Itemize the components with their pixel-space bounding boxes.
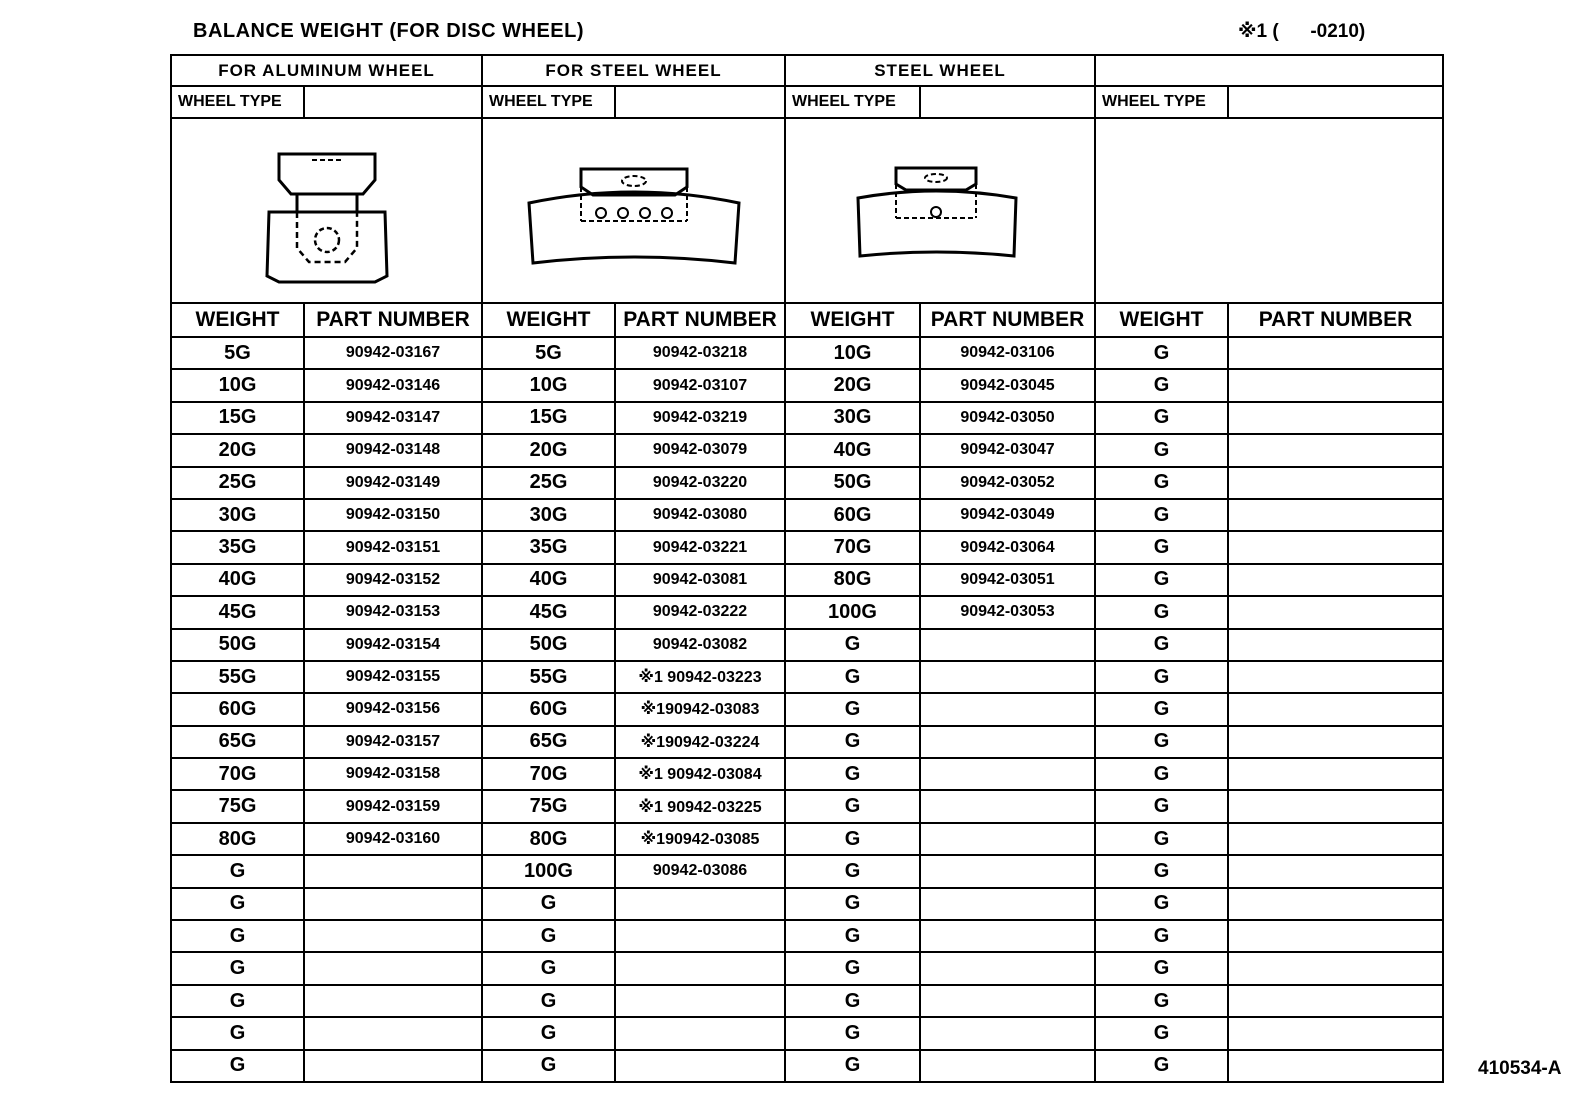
part-number-cell: 90942-03106 — [920, 337, 1095, 369]
part-number-cell: 90942-03107 — [615, 369, 785, 401]
wheel-type-row — [171, 86, 1443, 118]
part-number-cell: 90942-03159 — [304, 790, 482, 822]
table-row — [171, 758, 1443, 790]
weight-cell: 30G — [482, 499, 615, 531]
part-number-cell — [1228, 531, 1443, 563]
weight-cell: G — [482, 1017, 615, 1049]
weight-cell: G — [785, 758, 920, 790]
weight-cell: G — [171, 1050, 304, 1082]
weight-cell: G — [1095, 499, 1228, 531]
weight-cell: 20G — [785, 369, 920, 401]
weight-cell: G — [785, 1050, 920, 1082]
part-number-cell — [1228, 855, 1443, 887]
weight-cell: 50G — [171, 629, 304, 661]
part-number-cell: 90942-03152 — [304, 564, 482, 596]
part-number-cell — [615, 1050, 785, 1082]
part-number-cell: 90942-03158 — [304, 758, 482, 790]
part-number-cell — [1228, 758, 1443, 790]
weight-cell: G — [1095, 758, 1228, 790]
part-number-cell — [920, 629, 1095, 661]
part-number-cell: 90942-03081 — [615, 564, 785, 596]
part-number-cell — [615, 888, 785, 920]
weight-cell: 80G — [171, 823, 304, 855]
weight-cell: G — [1095, 564, 1228, 596]
part-number-cell: 90942-03167 — [304, 337, 482, 369]
balance-weight-table — [170, 54, 1444, 1083]
part-number-cell: ※1 90942-03225 — [615, 790, 785, 822]
weight-cell: G — [1095, 855, 1228, 887]
part-number-cell: 90942-03086 — [615, 855, 785, 887]
part-number-cell: 90942-03147 — [304, 402, 482, 434]
weight-cell: G — [785, 726, 920, 758]
part-number-cell — [920, 693, 1095, 725]
part-number-cell: 90942-03154 — [304, 629, 482, 661]
weight-cell: 45G — [482, 596, 615, 628]
column-header-row — [171, 303, 1443, 337]
weight-cell: 55G — [171, 661, 304, 693]
part-number-cell: ※1 90942-03223 — [615, 661, 785, 693]
part-number-cell — [1228, 693, 1443, 725]
part-number-cell: ※190942-03224 — [615, 726, 785, 758]
part-number-cell — [1228, 823, 1443, 855]
weight-cell: G — [1095, 888, 1228, 920]
group-title: FOR STEEL WHEEL — [482, 55, 785, 86]
part-number-cell: 90942-03050 — [920, 402, 1095, 434]
part-number-cell: ※190942-03083 — [615, 693, 785, 725]
weight-cell: G — [1095, 823, 1228, 855]
weight-cell: G — [1095, 726, 1228, 758]
weight-cell: 40G — [785, 434, 920, 466]
weight-cell: 75G — [171, 790, 304, 822]
table-row — [171, 499, 1443, 531]
weight-cell: G — [785, 790, 920, 822]
weight-cell: G — [785, 920, 920, 952]
weight-cell: 15G — [171, 402, 304, 434]
part-number-cell: 90942-03149 — [304, 467, 482, 499]
weight-cell: 5G — [171, 337, 304, 369]
weight-cell: G — [1095, 693, 1228, 725]
weight-cell: 55G — [482, 661, 615, 693]
empty-picture — [1095, 118, 1443, 303]
group-title: STEEL WHEEL — [785, 55, 1095, 86]
group-title-row — [171, 55, 1443, 86]
wheel-type-label: WHEEL TYPE — [1095, 86, 1228, 118]
part-number-cell: 90942-03219 — [615, 402, 785, 434]
table-row — [171, 467, 1443, 499]
aluminum-clip-weight-drawing — [257, 136, 397, 286]
weight-cell: G — [1095, 952, 1228, 984]
revision-note: ※1 ( -0210) — [1238, 21, 1366, 42]
weight-cell: 5G — [482, 337, 615, 369]
weight-cell: G — [1095, 531, 1228, 563]
weight-cell: G — [171, 985, 304, 1017]
weight-header: WEIGHT — [482, 303, 615, 337]
part-number-cell — [615, 1017, 785, 1049]
weight-header: WEIGHT — [1095, 303, 1228, 337]
weight-cell: G — [171, 952, 304, 984]
part-number-cell — [920, 726, 1095, 758]
wheel-type-label: WHEEL TYPE — [482, 86, 615, 118]
part-number-cell — [1228, 434, 1443, 466]
weight-cell: G — [1095, 369, 1228, 401]
weight-cell: G — [171, 920, 304, 952]
weight-cell: 30G — [171, 499, 304, 531]
part-number-cell — [1228, 402, 1443, 434]
table-row — [171, 402, 1443, 434]
table-row — [171, 823, 1443, 855]
part-number-cell — [1228, 920, 1443, 952]
part-number-cell: 90942-03082 — [615, 629, 785, 661]
part-number-cell — [1228, 369, 1443, 401]
figure-id: 410534-A — [1478, 1058, 1562, 1079]
part-number-header: PART NUMBER — [1228, 303, 1443, 337]
weight-cell: G — [785, 855, 920, 887]
weight-cell: 50G — [785, 467, 920, 499]
weight-cell: G — [1095, 920, 1228, 952]
weight-cell: G — [785, 985, 920, 1017]
part-number-cell — [920, 823, 1095, 855]
weight-cell: 10G — [171, 369, 304, 401]
weight-cell: G — [785, 693, 920, 725]
part-number-cell — [920, 1017, 1095, 1049]
part-number-cell — [1228, 467, 1443, 499]
part-number-cell — [1228, 499, 1443, 531]
weight-cell: 70G — [785, 531, 920, 563]
weight-cell: G — [482, 920, 615, 952]
part-number-cell: 90942-03064 — [920, 531, 1095, 563]
wheel-type-label: WHEEL TYPE — [171, 86, 304, 118]
table-row — [171, 920, 1443, 952]
table-row — [171, 434, 1443, 466]
weight-cell: 60G — [785, 499, 920, 531]
table-row — [171, 564, 1443, 596]
part-number-cell — [1228, 629, 1443, 661]
weight-cell: 35G — [482, 531, 615, 563]
weight-cell: G — [785, 888, 920, 920]
steel-long-weight-picture — [482, 118, 785, 303]
table-row — [171, 531, 1443, 563]
part-number-cell: 90942-03160 — [304, 823, 482, 855]
weight-cell: 65G — [171, 726, 304, 758]
part-number-cell — [920, 888, 1095, 920]
weight-cell: 15G — [482, 402, 615, 434]
weight-cell: 80G — [785, 564, 920, 596]
weight-cell: 100G — [482, 855, 615, 887]
part-number-cell — [304, 952, 482, 984]
part-number-cell — [304, 855, 482, 887]
weight-cell: 45G — [171, 596, 304, 628]
weight-cell: 75G — [482, 790, 615, 822]
part-number-cell — [1228, 790, 1443, 822]
part-number-cell — [615, 920, 785, 952]
part-number-cell: ※1 90942-03084 — [615, 758, 785, 790]
part-number-cell — [615, 985, 785, 1017]
table-row — [171, 855, 1443, 887]
weight-cell: G — [1095, 1050, 1228, 1082]
weight-cell: G — [1095, 985, 1228, 1017]
part-number-cell — [1228, 985, 1443, 1017]
part-number-cell — [1228, 888, 1443, 920]
part-number-cell: 90942-03155 — [304, 661, 482, 693]
part-number-cell — [920, 1050, 1095, 1082]
part-number-cell — [920, 855, 1095, 887]
weight-cell: G — [482, 888, 615, 920]
part-number-cell — [1228, 564, 1443, 596]
weight-cell: 70G — [171, 758, 304, 790]
weight-cell: G — [1095, 629, 1228, 661]
table-row — [171, 888, 1443, 920]
weight-cell: 100G — [785, 596, 920, 628]
page-title: BALANCE WEIGHT (FOR DISC WHEEL) — [193, 20, 585, 42]
weight-cell: 25G — [171, 467, 304, 499]
weight-cell: 70G — [482, 758, 615, 790]
part-number-cell — [304, 920, 482, 952]
part-number-header: PART NUMBER — [615, 303, 785, 337]
part-number-cell — [1228, 726, 1443, 758]
weight-cell: 60G — [171, 693, 304, 725]
table-row — [171, 661, 1443, 693]
table-row — [171, 1050, 1443, 1082]
part-number-cell — [304, 1017, 482, 1049]
part-number-cell: 90942-03221 — [615, 531, 785, 563]
weight-cell: 20G — [482, 434, 615, 466]
group-title — [1095, 55, 1443, 86]
part-number-cell: 90942-03047 — [920, 434, 1095, 466]
part-number-cell: 90942-03080 — [615, 499, 785, 531]
table-row — [171, 337, 1443, 369]
part-number-cell: 90942-03218 — [615, 337, 785, 369]
table-row — [171, 726, 1443, 758]
part-number-cell — [1228, 1017, 1443, 1049]
table-row — [171, 369, 1443, 401]
wheel-type-value — [920, 86, 1095, 118]
weight-cell: G — [1095, 434, 1228, 466]
table-row — [171, 596, 1443, 628]
wheel-type-value — [1228, 86, 1443, 118]
weight-cell: G — [171, 855, 304, 887]
table-row — [171, 952, 1443, 984]
weight-cell: 40G — [171, 564, 304, 596]
wheel-type-value — [615, 86, 785, 118]
weight-cell: G — [1095, 661, 1228, 693]
part-number-cell — [920, 920, 1095, 952]
picture-row — [171, 118, 1443, 303]
part-number-cell — [1228, 952, 1443, 984]
weight-cell: 40G — [482, 564, 615, 596]
weight-cell: G — [1095, 337, 1228, 369]
weight-cell: G — [1095, 402, 1228, 434]
weight-header: WEIGHT — [785, 303, 920, 337]
wheel-type-value — [304, 86, 482, 118]
weight-cell: 10G — [482, 369, 615, 401]
weight-cell: G — [1095, 467, 1228, 499]
part-number-cell — [920, 661, 1095, 693]
part-number-cell: 90942-03079 — [615, 434, 785, 466]
weight-header: WEIGHT — [171, 303, 304, 337]
part-number-cell: 90942-03045 — [920, 369, 1095, 401]
table-row — [171, 1017, 1443, 1049]
part-number-cell: 90942-03146 — [304, 369, 482, 401]
part-number-cell: 90942-03150 — [304, 499, 482, 531]
aluminum-clip-weight-picture — [171, 118, 482, 303]
part-number-header: PART NUMBER — [304, 303, 482, 337]
weight-cell: 10G — [785, 337, 920, 369]
weight-cell: G — [482, 985, 615, 1017]
part-number-cell — [920, 985, 1095, 1017]
part-number-cell: ※190942-03085 — [615, 823, 785, 855]
weight-cell: G — [482, 1050, 615, 1082]
weight-cell: G — [785, 952, 920, 984]
part-number-cell — [1228, 337, 1443, 369]
part-number-header: PART NUMBER — [920, 303, 1095, 337]
weight-cell: 25G — [482, 467, 615, 499]
weight-cell: 35G — [171, 531, 304, 563]
table-row — [171, 629, 1443, 661]
part-number-cell: 90942-03053 — [920, 596, 1095, 628]
part-number-cell — [1228, 596, 1443, 628]
steel-short-weight-drawing — [850, 156, 1030, 266]
part-number-cell: 90942-03151 — [304, 531, 482, 563]
part-number-cell — [1228, 1050, 1443, 1082]
weight-cell: G — [1095, 790, 1228, 822]
weight-cell: 50G — [482, 629, 615, 661]
part-number-cell — [304, 888, 482, 920]
weight-cell: G — [171, 888, 304, 920]
part-number-cell — [920, 952, 1095, 984]
weight-cell: 20G — [171, 434, 304, 466]
wheel-type-label: WHEEL TYPE — [785, 86, 920, 118]
weight-cell: G — [1095, 1017, 1228, 1049]
weight-cell: 80G — [482, 823, 615, 855]
weight-cell: G — [785, 629, 920, 661]
part-number-cell — [920, 790, 1095, 822]
weight-cell: G — [482, 952, 615, 984]
weight-cell: G — [785, 823, 920, 855]
part-number-cell: 90942-03051 — [920, 564, 1095, 596]
weight-cell: 65G — [482, 726, 615, 758]
table-row — [171, 985, 1443, 1017]
steel-short-weight-picture — [785, 118, 1095, 303]
weight-cell: G — [785, 1017, 920, 1049]
weight-cell: G — [171, 1017, 304, 1049]
part-number-cell: 90942-03052 — [920, 467, 1095, 499]
part-number-cell — [615, 952, 785, 984]
part-number-cell — [1228, 661, 1443, 693]
weight-cell: 30G — [785, 402, 920, 434]
part-number-cell — [304, 1050, 482, 1082]
part-number-cell: 90942-03156 — [304, 693, 482, 725]
group-title: FOR ALUMINUM WHEEL — [171, 55, 482, 86]
part-number-cell: 90942-03220 — [615, 467, 785, 499]
part-number-cell: 90942-03049 — [920, 499, 1095, 531]
weight-cell: 60G — [482, 693, 615, 725]
part-number-cell — [920, 758, 1095, 790]
weight-cell: G — [785, 661, 920, 693]
steel-long-weight-drawing — [519, 151, 749, 271]
table-row — [171, 790, 1443, 822]
part-number-cell: 90942-03157 — [304, 726, 482, 758]
table-row — [171, 693, 1443, 725]
part-number-cell: 90942-03153 — [304, 596, 482, 628]
part-number-cell: 90942-03222 — [615, 596, 785, 628]
weight-cell: G — [1095, 596, 1228, 628]
part-number-cell: 90942-03148 — [304, 434, 482, 466]
part-number-cell — [304, 985, 482, 1017]
